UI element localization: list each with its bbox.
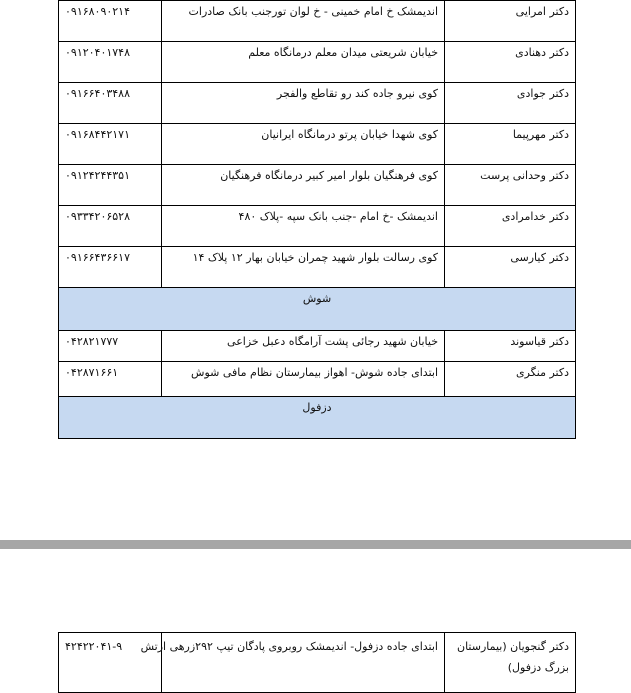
table-row xyxy=(59,1,576,42)
doctor-address: خیابان شهید رجائی پشت آرامگاه دعبل خزاعی xyxy=(162,331,445,362)
doctor-name xyxy=(445,633,576,693)
section-title-shush: شوش xyxy=(59,288,576,331)
table-row xyxy=(59,633,576,693)
doctor-name: دکتر جوادی xyxy=(445,83,576,124)
doctor-phone: ۰۹۱۶۶۴۳۶۶۱۷ xyxy=(59,247,162,288)
table-row xyxy=(59,83,576,124)
doctor-address: کوی فرهنگیان بلوار امیر کبیر درمانگاه فرهنگیان xyxy=(162,165,445,206)
doctor-directory-table-continued xyxy=(58,632,576,693)
doctor-address: ابتدای جاده شوش- اهواز بیمارستان نظام مافی شوش xyxy=(162,362,445,397)
doctor-phone: ۰۹۱۲۴۲۴۴۳۵۱ xyxy=(59,165,162,206)
doctor-phone: ۴۲۴۲۲۰۴۱-۹ xyxy=(59,633,162,693)
doctor-address: اندیمشک خ امام خمینی - خ لوان تورجنب بانک صادرات xyxy=(162,1,445,42)
doctor-name: دکتر مهرپیما xyxy=(445,124,576,165)
doctor-name-line-2: بزرگ دزفول) xyxy=(507,661,569,674)
document-page-bottom xyxy=(0,549,631,686)
section-header-row xyxy=(59,397,576,439)
table-row xyxy=(59,362,576,397)
doctor-name-line-1: دکتر گنجویان (بیمارستان xyxy=(456,640,569,653)
doctor-name: دکتر دهنادی xyxy=(445,42,576,83)
doctor-phone: ۰۴۲۸۲۱۷۷۷ xyxy=(59,331,162,362)
doctor-name: دکتر منگری xyxy=(445,362,576,397)
table-row xyxy=(59,42,576,83)
doctor-name: دکتر وحدانی پرست xyxy=(445,165,576,206)
doctor-phone: ۰۹۱۲۰۴۰۱۷۴۸ xyxy=(59,42,162,83)
table-row xyxy=(59,206,576,247)
doctor-name: دکتر خدامرادی xyxy=(445,206,576,247)
doctor-directory-table xyxy=(58,0,576,439)
doctor-address: ابتدای جاده دزفول- اندیمشک روبروی پادگان تیپ ۲۹۲زرهی ارتش xyxy=(162,633,445,693)
doctor-name: دکتر کیارسی xyxy=(445,247,576,288)
doctor-address: کوی رسالت بلوار شهید چمران خیابان بهار ۱۲ پلاک ۱۴ xyxy=(162,247,445,288)
doctor-phone: ۰۹۱۶۸۰۹۰۲۱۴ xyxy=(59,1,162,42)
doctor-phone: ۰۹۱۶۶۴۰۳۴۸۸ xyxy=(59,83,162,124)
doctor-name: دکتر امرایی xyxy=(445,1,576,42)
page-separator xyxy=(0,540,631,549)
doctor-phone: ۰۹۱۶۸۴۴۲۱۷۱ xyxy=(59,124,162,165)
doctor-address: اندیمشک -خ امام -جنب بانک سپه -پلاک ۴۸۰ xyxy=(162,206,445,247)
doctor-address: کوی نیرو جاده کند رو تقاطع والفجر xyxy=(162,83,445,124)
section-title-dezful: دزفول xyxy=(59,397,576,439)
table-row xyxy=(59,331,576,362)
table-row xyxy=(59,165,576,206)
table-row xyxy=(59,124,576,165)
section-header-row xyxy=(59,288,576,331)
table-row xyxy=(59,247,576,288)
doctor-address: خیابان شریعتی میدان معلم درمانگاه معلم xyxy=(162,42,445,83)
doctor-phone: ۰۴۲۸۷۱۶۶۱ xyxy=(59,362,162,397)
doctor-phone: ۰۹۳۳۴۲۰۶۵۲۸ xyxy=(59,206,162,247)
doctor-name: دکتر قیاسوند xyxy=(445,331,576,362)
doctor-address: کوی شهدا خیابان پرتو درمانگاه ایرانیان xyxy=(162,124,445,165)
